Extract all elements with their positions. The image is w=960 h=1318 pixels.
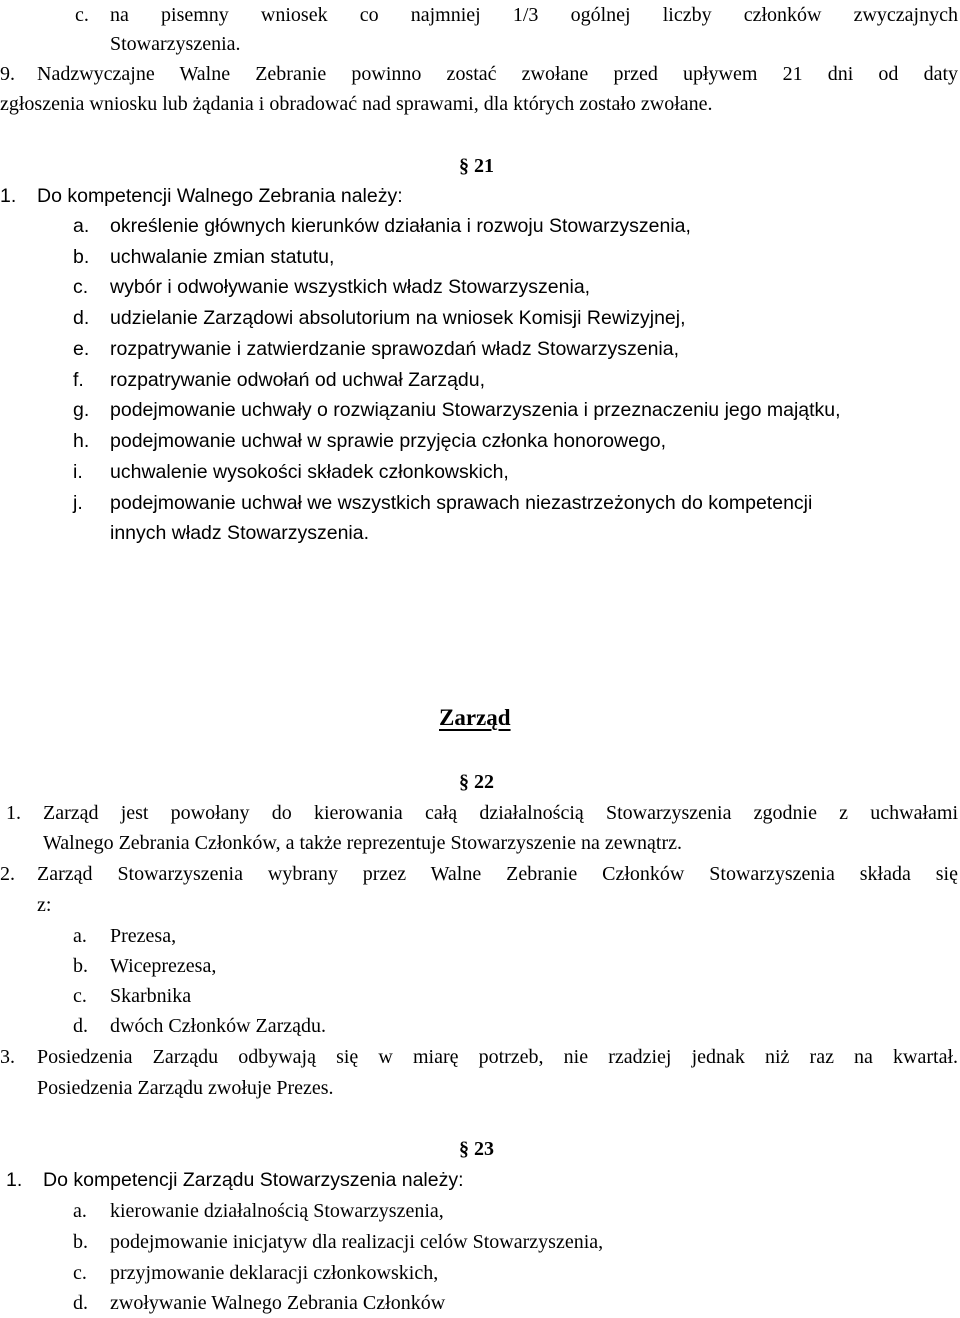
section-sign-21: § 21 [459,155,494,177]
paragraph-number: 1. [6,802,21,824]
paragraph-text-continued: z: [37,894,52,916]
list-marker: f. [73,369,84,391]
list-item-text: określenie głównych kierunków działania i rozwoju Stowarzyszenia, [110,215,691,237]
paragraph-number: 9. [0,63,15,85]
list-marker: a. [73,215,90,237]
list-marker: d. [73,1292,88,1314]
list-item-text: rozpatrywanie odwołań od uchwał Zarządu, [110,369,486,391]
list-item-text: kierowanie działalnością Stowarzyszenia, [110,1200,444,1222]
paragraph-text-continued: Walnego Zebrania Członków, a także reprezentuje Stowarzyszenie na zewnątrz. [43,832,683,854]
list-marker: c. [73,276,89,298]
list-item-text: na pisemny wniosek co najmniej 1/3 ogólnej liczby członków zwyczajnych [110,4,958,26]
list-marker: a. [73,925,87,947]
list-marker: b. [73,246,90,268]
list-item-text: podejmowanie inicjatyw dla realizacji celów Stowarzyszenia, [110,1231,604,1253]
list-marker: j. [73,492,83,514]
list-item-text-continued: innych władz Stowarzyszenia. [110,522,370,544]
list-item-text: wybór i odwoływanie wszystkich władz Stowarzyszenia, [110,276,591,298]
section-sign-22: § 22 [459,771,494,793]
list-item-text: Skarbnika [110,985,192,1007]
paragraph-number: 1. [0,185,17,207]
list-item-text: podejmowanie uchwał w sprawie przyjęcia członka honorowego, [110,430,667,452]
list-item-text: udzielanie Zarządowi absolutorium na wniosek Komisji Rewizyjnej, [110,307,686,329]
list-marker: g. [73,399,90,421]
list-item-text: uchwalenie wysokości składek członkowskich, [110,461,509,483]
list-item-text: podejmowanie uchwały o rozwiązaniu Stowarzyszenia i przeznaczeniu jego majątku, [110,399,841,421]
list-item-text: Wiceprezesa, [110,955,217,977]
paragraph-number: 1. [6,1169,23,1191]
paragraph-text-continued: zgłoszenia wniosku lub żądania i obradować nad sprawami, dla których zostało zwołane. [0,93,713,115]
section-sign-23: § 23 [459,1138,494,1160]
paragraph-text: Zarząd jest powołany do kierowania całą działalnością Stowarzyszenia zgodnie z uchwałami [43,802,958,824]
list-item-text: podejmowanie uchwał we wszystkich sprawach niezastrzeżonych do kompetencji [110,492,813,514]
paragraph-text: Do kompetencji Zarządu Stowarzyszenia należy: [43,1169,464,1191]
list-marker: a. [73,1200,87,1222]
list-marker: d. [73,1015,88,1037]
list-marker: b. [73,955,88,977]
paragraph-text: Posiedzenia Zarządu odbywają się w miarę potrzeb, nie rzadziej jednak niż raz na kwartał. [37,1046,958,1068]
paragraph-number: 3. [0,1046,15,1068]
list-item-text: Prezesa, [110,925,177,947]
list-marker: i. [73,461,83,483]
paragraph-number: 2. [0,863,15,885]
list-marker: h. [73,430,90,452]
list-marker: e. [73,338,90,360]
paragraph-text: Nadzwyczajne Walne Zebranie powinno zostać zwołane przed upływem 21 dni od daty [37,63,958,85]
paragraph-text: Do kompetencji Walnego Zebrania należy: [37,185,403,207]
list-marker: d. [73,307,90,329]
chapter-heading: Zarząd [439,705,511,730]
list-item-text: przyjmowanie deklaracji członkowskich, [110,1262,439,1284]
paragraph-text: Zarząd Stowarzyszenia wybrany przez Walne Zebranie Członków Stowarzyszenia składa się [37,863,958,885]
list-marker: c. [73,1262,87,1284]
list-item-text-continued: Stowarzyszenia. [110,33,241,55]
list-marker: b. [73,1231,88,1253]
list-item-text: dwóch Członków Zarządu. [110,1015,327,1037]
list-item-text: uchwalanie zmian statutu, [110,246,335,268]
paragraph-text-continued: Posiedzenia Zarządu zwołuje Prezes. [37,1077,334,1099]
list-item-text: zwoływanie Walnego Zebrania Członków [110,1292,446,1314]
list-item-text: rozpatrywanie i zatwierdzanie sprawozdań władz Stowarzyszenia, [110,338,680,360]
list-marker: c. [75,4,89,26]
list-marker: c. [73,985,87,1007]
